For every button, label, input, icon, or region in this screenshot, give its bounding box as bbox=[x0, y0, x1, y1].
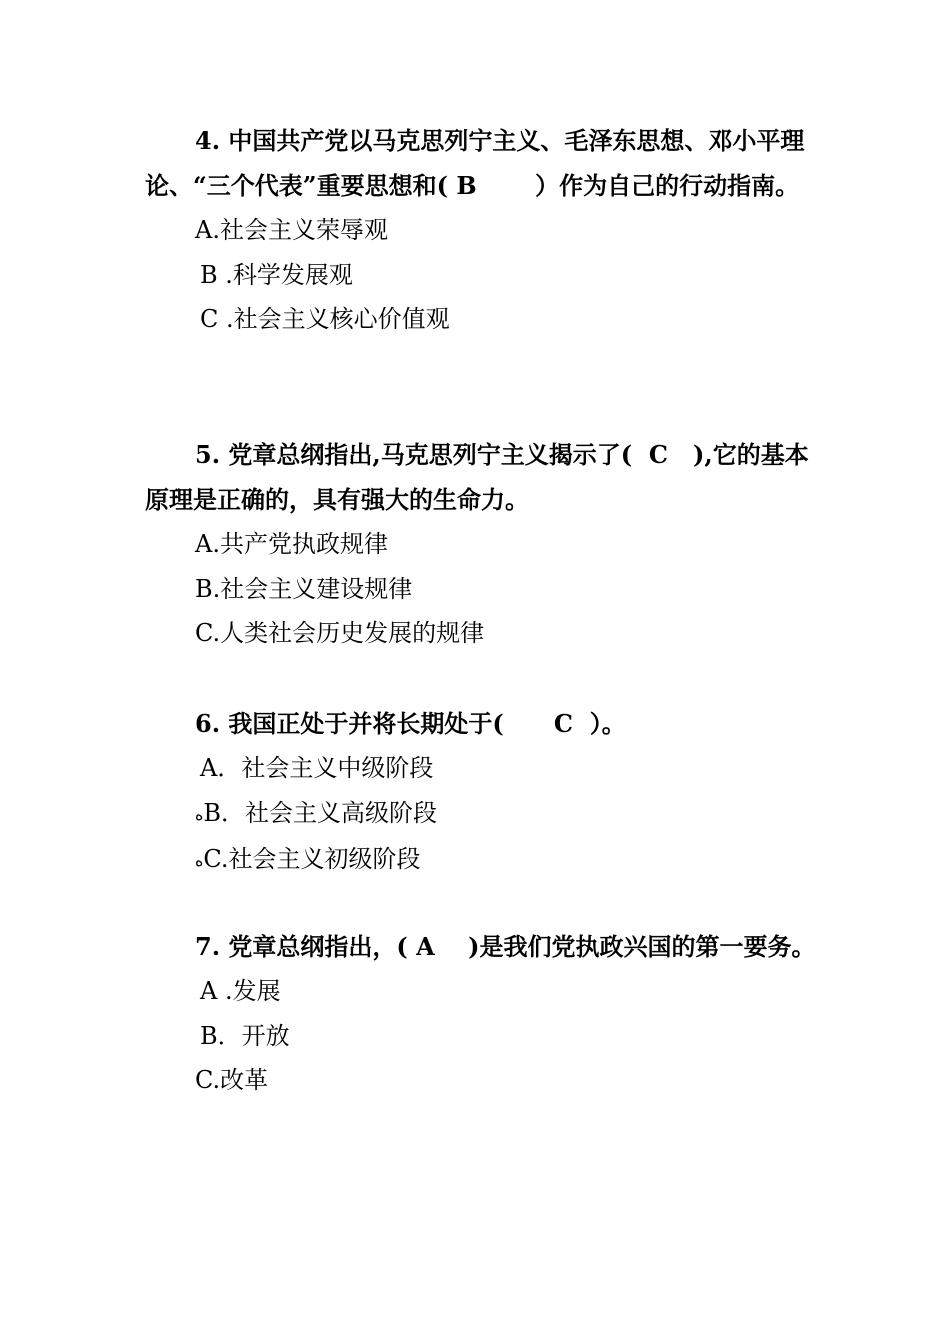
option-c: C.人类社会历史发展的规律 bbox=[195, 619, 485, 647]
paragraph-mark: ه bbox=[195, 804, 204, 824]
option-a: A.共产党执政规律 bbox=[195, 530, 388, 558]
option-b-text: B．社会主义高级阶段 bbox=[203, 798, 438, 827]
question-stem: 6. 我国正处于并将长期处于( C ）。 bbox=[195, 709, 626, 738]
question-6 bbox=[145, 701, 810, 884]
question-5 bbox=[145, 432, 810, 656]
option-a: A．社会主义中级阶段 bbox=[200, 754, 434, 782]
option-c: C .社会主义核心价值观 bbox=[200, 305, 450, 333]
question-stem: 7. 党章总纲指出，( A )是我们党执政兴国的第一要务。 bbox=[195, 932, 816, 961]
option-c-text: C.社会主义初级阶段 bbox=[203, 845, 421, 873]
option-b: B．开放 bbox=[200, 1021, 290, 1050]
option-b bbox=[145, 791, 810, 838]
option-a: A.社会主义荣辱观 bbox=[195, 216, 388, 244]
question-stem: 4. 中国共产党以马克思列宁主义、毛泽东思想、邓小平理论、“三个代表”重要思想和( B ）作为自己的行动指南。 bbox=[145, 126, 805, 200]
paragraph-mark: ه bbox=[195, 851, 204, 870]
question-4 bbox=[145, 118, 810, 342]
option-b: B.社会主义建设规律 bbox=[195, 574, 413, 603]
option-b: B .科学发展观 bbox=[200, 260, 353, 289]
question-7 bbox=[145, 924, 825, 1103]
option-c: C.改革 bbox=[195, 1066, 269, 1094]
option-a: A .发展 bbox=[200, 977, 281, 1005]
option-c bbox=[145, 837, 810, 884]
question-stem: 5. 党章总纲指出,马克思列宁主义揭示了( C ),它的基本原理是正确的，具有强大的生命力。 bbox=[145, 440, 809, 514]
